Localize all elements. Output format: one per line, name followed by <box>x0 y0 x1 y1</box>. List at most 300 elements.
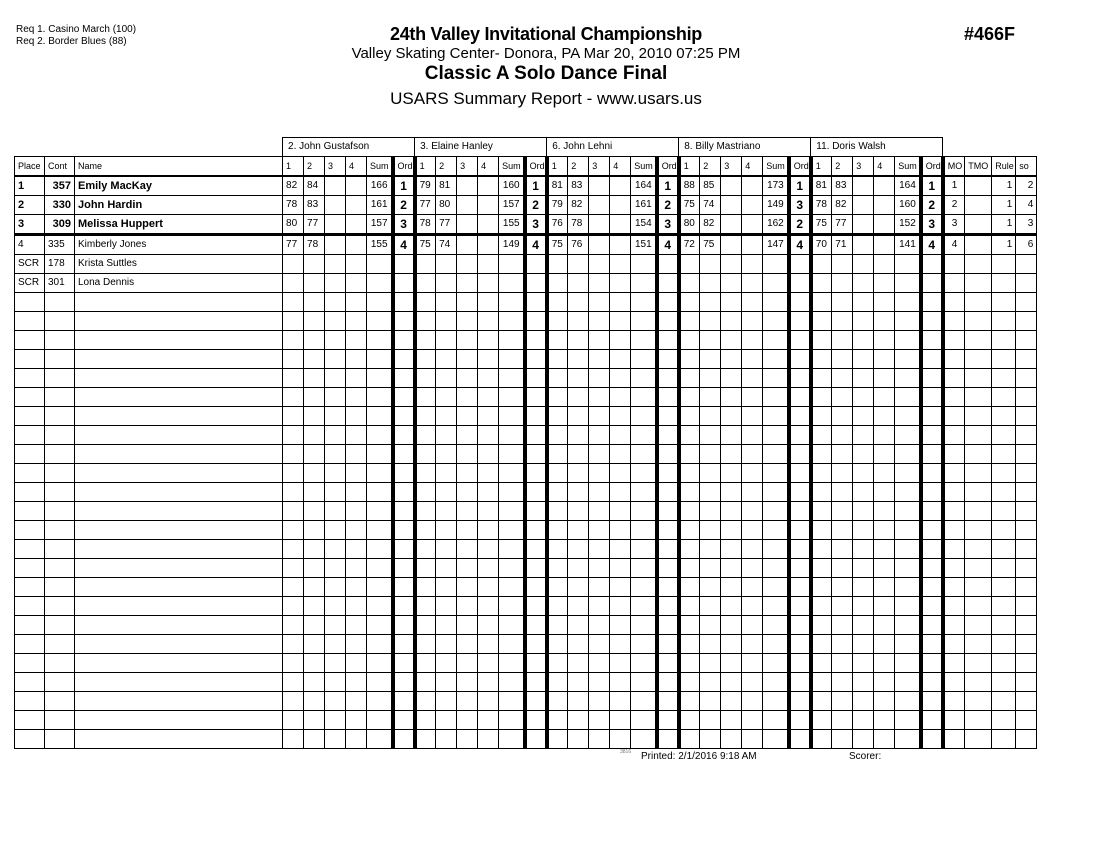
empty-cell <box>325 502 346 521</box>
empty-cell <box>811 483 832 502</box>
judge-score-cell <box>346 255 367 274</box>
judge-score-cell <box>679 255 700 274</box>
judge-score-cell <box>457 196 478 215</box>
empty-cell <box>325 426 346 445</box>
empty-cell <box>478 407 499 426</box>
empty-cell <box>832 559 853 578</box>
empty-row <box>15 350 1037 369</box>
judge-score-cell <box>853 274 874 293</box>
empty-cell <box>346 578 367 597</box>
empty-cell <box>415 635 436 654</box>
empty-cell <box>763 521 789 540</box>
empty-cell <box>15 616 45 635</box>
judge-score-cell: 85 <box>700 176 721 196</box>
judge-score-cell <box>853 255 874 274</box>
empty-cell <box>631 597 657 616</box>
empty-cell <box>367 559 393 578</box>
empty-cell <box>631 293 657 312</box>
empty-cell <box>1016 540 1037 559</box>
empty-cell <box>895 711 921 730</box>
judge-score-cell: 81 <box>811 176 832 196</box>
empty-cell <box>943 540 965 559</box>
empty-cell <box>75 692 283 711</box>
empty-cell <box>45 464 75 483</box>
empty-cell <box>589 692 610 711</box>
empty-cell <box>1016 293 1037 312</box>
empty-cell <box>631 502 657 521</box>
empty-cell <box>325 312 346 331</box>
empty-cell <box>742 711 763 730</box>
judge-score-cell: 78 <box>568 215 589 235</box>
empty-cell <box>789 502 811 521</box>
empty-cell <box>965 426 992 445</box>
empty-cell <box>965 502 992 521</box>
col-header-judge-4: 4 <box>874 157 895 177</box>
empty-cell <box>874 540 895 559</box>
empty-cell <box>742 521 763 540</box>
empty-cell <box>75 483 283 502</box>
empty-cell <box>721 521 742 540</box>
empty-cell <box>568 673 589 692</box>
empty-cell <box>742 388 763 407</box>
empty-cell <box>811 559 832 578</box>
empty-cell <box>415 597 436 616</box>
mo-cell: 2 <box>943 196 965 215</box>
empty-cell <box>547 331 568 350</box>
empty-cell <box>631 445 657 464</box>
empty-cell <box>895 654 921 673</box>
empty-cell <box>763 445 789 464</box>
empty-cell <box>568 445 589 464</box>
empty-cell <box>457 369 478 388</box>
empty-cell <box>610 635 631 654</box>
empty-cell <box>346 407 367 426</box>
empty-cell <box>346 711 367 730</box>
judge-score-cell: 166 <box>367 176 393 196</box>
judge-score-cell: 83 <box>832 176 853 196</box>
empty-cell <box>589 445 610 464</box>
empty-cell <box>763 369 789 388</box>
empty-cell <box>992 616 1016 635</box>
empty-cell <box>499 673 525 692</box>
empty-cell <box>853 559 874 578</box>
empty-cell <box>568 331 589 350</box>
empty-cell <box>657 464 679 483</box>
empty-cell <box>304 293 325 312</box>
empty-cell <box>721 369 742 388</box>
empty-cell <box>283 521 304 540</box>
empty-cell <box>525 559 547 578</box>
empty-cell <box>436 654 457 673</box>
empty-cell <box>346 654 367 673</box>
empty-cell <box>325 673 346 692</box>
empty-cell <box>547 483 568 502</box>
empty-cell <box>525 312 547 331</box>
empty-cell <box>657 540 679 559</box>
empty-cell <box>568 426 589 445</box>
empty-cell <box>992 369 1016 388</box>
empty-cell <box>589 540 610 559</box>
empty-cell <box>763 407 789 426</box>
empty-row <box>15 692 1037 711</box>
empty-cell <box>895 673 921 692</box>
empty-cell <box>478 654 499 673</box>
judge-score-cell <box>811 274 832 293</box>
empty-cell <box>895 426 921 445</box>
empty-cell <box>1016 502 1037 521</box>
col-header-so: so <box>1016 157 1037 177</box>
empty-cell <box>283 293 304 312</box>
empty-cell <box>15 293 45 312</box>
judge-score-cell: 70 <box>811 235 832 255</box>
empty-cell <box>325 369 346 388</box>
empty-cell <box>832 673 853 692</box>
empty-cell <box>610 616 631 635</box>
judge-score-cell: 80 <box>679 215 700 235</box>
empty-cell <box>499 521 525 540</box>
empty-cell <box>742 293 763 312</box>
empty-cell <box>853 483 874 502</box>
empty-cell <box>525 578 547 597</box>
judge-score-cell: 3 <box>789 196 811 215</box>
empty-cell <box>589 464 610 483</box>
empty-cell <box>367 635 393 654</box>
empty-cell <box>499 483 525 502</box>
empty-cell <box>700 350 721 369</box>
empty-cell <box>568 369 589 388</box>
empty-cell <box>700 293 721 312</box>
empty-cell <box>763 730 789 749</box>
empty-cell <box>1016 673 1037 692</box>
empty-cell <box>346 388 367 407</box>
empty-cell <box>811 445 832 464</box>
col-header-judge-3: 3 <box>589 157 610 177</box>
empty-cell <box>721 635 742 654</box>
empty-cell <box>283 540 304 559</box>
empty-cell <box>965 312 992 331</box>
empty-cell <box>568 312 589 331</box>
empty-cell <box>811 616 832 635</box>
empty-cell <box>283 502 304 521</box>
empty-cell <box>789 331 811 350</box>
empty-cell <box>721 407 742 426</box>
empty-cell <box>547 730 568 749</box>
empty-cell <box>499 711 525 730</box>
judge-score-cell <box>499 255 525 274</box>
empty-row <box>15 635 1037 654</box>
empty-cell <box>700 483 721 502</box>
empty-cell <box>415 692 436 711</box>
empty-cell <box>15 350 45 369</box>
judge-score-cell: 151 <box>631 235 657 255</box>
judge-score-cell: 81 <box>547 176 568 196</box>
empty-cell <box>874 730 895 749</box>
empty-cell <box>763 597 789 616</box>
empty-cell <box>721 426 742 445</box>
judge-score-cell <box>478 235 499 255</box>
empty-cell <box>415 730 436 749</box>
empty-cell <box>589 616 610 635</box>
empty-cell <box>325 293 346 312</box>
empty-cell <box>75 540 283 559</box>
judge-score-cell: 149 <box>499 235 525 255</box>
scorer-label: Scorer: <box>849 751 882 762</box>
empty-cell <box>499 559 525 578</box>
judge-score-cell: 77 <box>436 215 457 235</box>
empty-cell <box>992 464 1016 483</box>
empty-cell <box>393 730 415 749</box>
col-header-judge-3: 3 <box>457 157 478 177</box>
empty-cell <box>547 597 568 616</box>
empty-cell <box>943 331 965 350</box>
empty-cell <box>367 502 393 521</box>
empty-cell <box>853 464 874 483</box>
empty-cell <box>742 502 763 521</box>
empty-cell <box>943 635 965 654</box>
empty-cell <box>921 521 943 540</box>
empty-cell <box>457 692 478 711</box>
empty-cell <box>547 521 568 540</box>
empty-cell <box>992 673 1016 692</box>
name-cell: Krista Suttles <box>75 255 283 274</box>
empty-cell <box>45 559 75 578</box>
empty-row <box>15 540 1037 559</box>
empty-cell <box>499 540 525 559</box>
empty-cell <box>525 540 547 559</box>
requirement-1: Req 1. Casino March (100) <box>16 24 137 35</box>
col-header-mo: MO <box>943 157 965 177</box>
empty-cell <box>367 597 393 616</box>
empty-cell <box>610 673 631 692</box>
empty-cell <box>992 502 1016 521</box>
empty-cell <box>610 388 631 407</box>
empty-cell <box>325 521 346 540</box>
empty-cell <box>921 711 943 730</box>
judge-score-cell <box>832 255 853 274</box>
empty-cell <box>763 350 789 369</box>
judge-score-cell: 2 <box>657 196 679 215</box>
empty-row <box>15 369 1037 388</box>
empty-cell <box>436 616 457 635</box>
judge-score-cell <box>763 274 789 293</box>
empty-cell <box>15 312 45 331</box>
empty-cell <box>325 654 346 673</box>
empty-cell <box>763 711 789 730</box>
empty-cell <box>742 559 763 578</box>
cont-cell: 178 <box>45 255 75 274</box>
empty-cell <box>895 388 921 407</box>
empty-cell <box>393 616 415 635</box>
col-header-judge-ord: Ord <box>789 157 811 177</box>
empty-cell <box>436 350 457 369</box>
empty-cell <box>457 388 478 407</box>
empty-cell <box>325 559 346 578</box>
empty-cell <box>811 407 832 426</box>
empty-cell <box>657 635 679 654</box>
empty-cell <box>789 426 811 445</box>
empty-cell <box>45 483 75 502</box>
empty-cell <box>478 445 499 464</box>
empty-cell <box>610 578 631 597</box>
empty-cell <box>283 483 304 502</box>
empty-cell <box>547 502 568 521</box>
empty-cell <box>393 464 415 483</box>
empty-cell <box>943 692 965 711</box>
tmo-cell <box>965 255 992 274</box>
empty-row <box>15 559 1037 578</box>
empty-cell <box>436 388 457 407</box>
empty-cell <box>895 578 921 597</box>
empty-cell <box>679 388 700 407</box>
empty-cell <box>921 312 943 331</box>
empty-cell <box>415 293 436 312</box>
judge-score-cell: 83 <box>568 176 589 196</box>
empty-cell <box>568 464 589 483</box>
empty-cell <box>1016 312 1037 331</box>
cont-cell: 309 <box>45 215 75 235</box>
empty-cell <box>657 692 679 711</box>
empty-cell <box>15 388 45 407</box>
col-header-judge-4: 4 <box>610 157 631 177</box>
empty-cell <box>367 730 393 749</box>
empty-cell <box>874 483 895 502</box>
empty-cell <box>679 426 700 445</box>
empty-cell <box>45 293 75 312</box>
judge-score-cell <box>304 274 325 293</box>
empty-cell <box>992 388 1016 407</box>
empty-cell <box>436 730 457 749</box>
empty-cell <box>965 521 992 540</box>
empty-cell <box>721 293 742 312</box>
empty-cell <box>721 331 742 350</box>
empty-cell <box>631 521 657 540</box>
empty-cell <box>283 654 304 673</box>
empty-cell <box>700 730 721 749</box>
empty-cell <box>1016 483 1037 502</box>
empty-cell <box>631 540 657 559</box>
empty-cell <box>436 426 457 445</box>
empty-cell <box>547 388 568 407</box>
empty-cell <box>789 407 811 426</box>
empty-cell <box>943 388 965 407</box>
empty-cell <box>789 483 811 502</box>
empty-cell <box>346 540 367 559</box>
empty-cell <box>367 312 393 331</box>
empty-cell <box>393 521 415 540</box>
empty-cell <box>415 654 436 673</box>
judge-score-cell: 75 <box>547 235 568 255</box>
empty-row <box>15 673 1037 692</box>
judge-score-cell: 82 <box>283 176 304 196</box>
empty-cell <box>874 369 895 388</box>
empty-cell <box>874 350 895 369</box>
blank-cell <box>943 138 1037 157</box>
empty-cell <box>436 597 457 616</box>
empty-cell <box>853 578 874 597</box>
empty-cell <box>457 483 478 502</box>
judge-score-cell: 154 <box>631 215 657 235</box>
empty-cell <box>992 312 1016 331</box>
empty-cell <box>631 483 657 502</box>
empty-cell <box>811 654 832 673</box>
empty-cell <box>525 464 547 483</box>
empty-cell <box>304 673 325 692</box>
empty-cell <box>965 464 992 483</box>
judge-score-cell <box>742 196 763 215</box>
empty-cell <box>965 616 992 635</box>
empty-cell <box>763 540 789 559</box>
empty-cell <box>992 692 1016 711</box>
judge-score-cell: 76 <box>547 215 568 235</box>
empty-cell <box>657 426 679 445</box>
empty-cell <box>965 331 992 350</box>
empty-cell <box>943 483 965 502</box>
empty-cell <box>367 464 393 483</box>
empty-cell <box>921 635 943 654</box>
empty-cell <box>304 331 325 350</box>
empty-cell <box>346 312 367 331</box>
empty-cell <box>832 711 853 730</box>
empty-cell <box>721 388 742 407</box>
empty-cell <box>742 407 763 426</box>
col-header-judge-3: 3 <box>721 157 742 177</box>
empty-cell <box>874 578 895 597</box>
empty-cell <box>721 597 742 616</box>
empty-cell <box>436 407 457 426</box>
empty-row <box>15 521 1037 540</box>
empty-cell <box>721 654 742 673</box>
judge-score-cell: 1 <box>525 176 547 196</box>
empty-cell <box>457 464 478 483</box>
judge-score-cell <box>478 215 499 235</box>
judge-score-cell <box>853 235 874 255</box>
empty-cell <box>789 445 811 464</box>
empty-row <box>15 426 1037 445</box>
empty-cell <box>499 350 525 369</box>
empty-cell <box>763 293 789 312</box>
empty-row <box>15 502 1037 521</box>
empty-cell <box>832 502 853 521</box>
empty-cell <box>547 616 568 635</box>
empty-cell <box>895 502 921 521</box>
judge-score-cell: 2 <box>921 196 943 215</box>
empty-cell <box>874 616 895 635</box>
empty-cell <box>457 559 478 578</box>
empty-cell <box>610 407 631 426</box>
empty-cell <box>742 331 763 350</box>
judge-score-cell: 3 <box>921 215 943 235</box>
judge-score-cell: 157 <box>499 196 525 215</box>
empty-cell <box>304 483 325 502</box>
empty-cell <box>283 711 304 730</box>
tmo-cell <box>965 274 992 293</box>
empty-cell <box>679 635 700 654</box>
empty-cell <box>1016 369 1037 388</box>
empty-cell <box>721 616 742 635</box>
empty-cell <box>346 616 367 635</box>
empty-cell <box>304 426 325 445</box>
col-header-judge-1: 1 <box>811 157 832 177</box>
empty-cell <box>679 369 700 388</box>
empty-cell <box>1016 730 1037 749</box>
empty-cell <box>1016 597 1037 616</box>
col-header-judge-sum: Sum <box>499 157 525 177</box>
empty-cell <box>610 426 631 445</box>
empty-cell <box>679 445 700 464</box>
empty-cell <box>525 654 547 673</box>
empty-cell <box>679 597 700 616</box>
empty-cell <box>631 730 657 749</box>
